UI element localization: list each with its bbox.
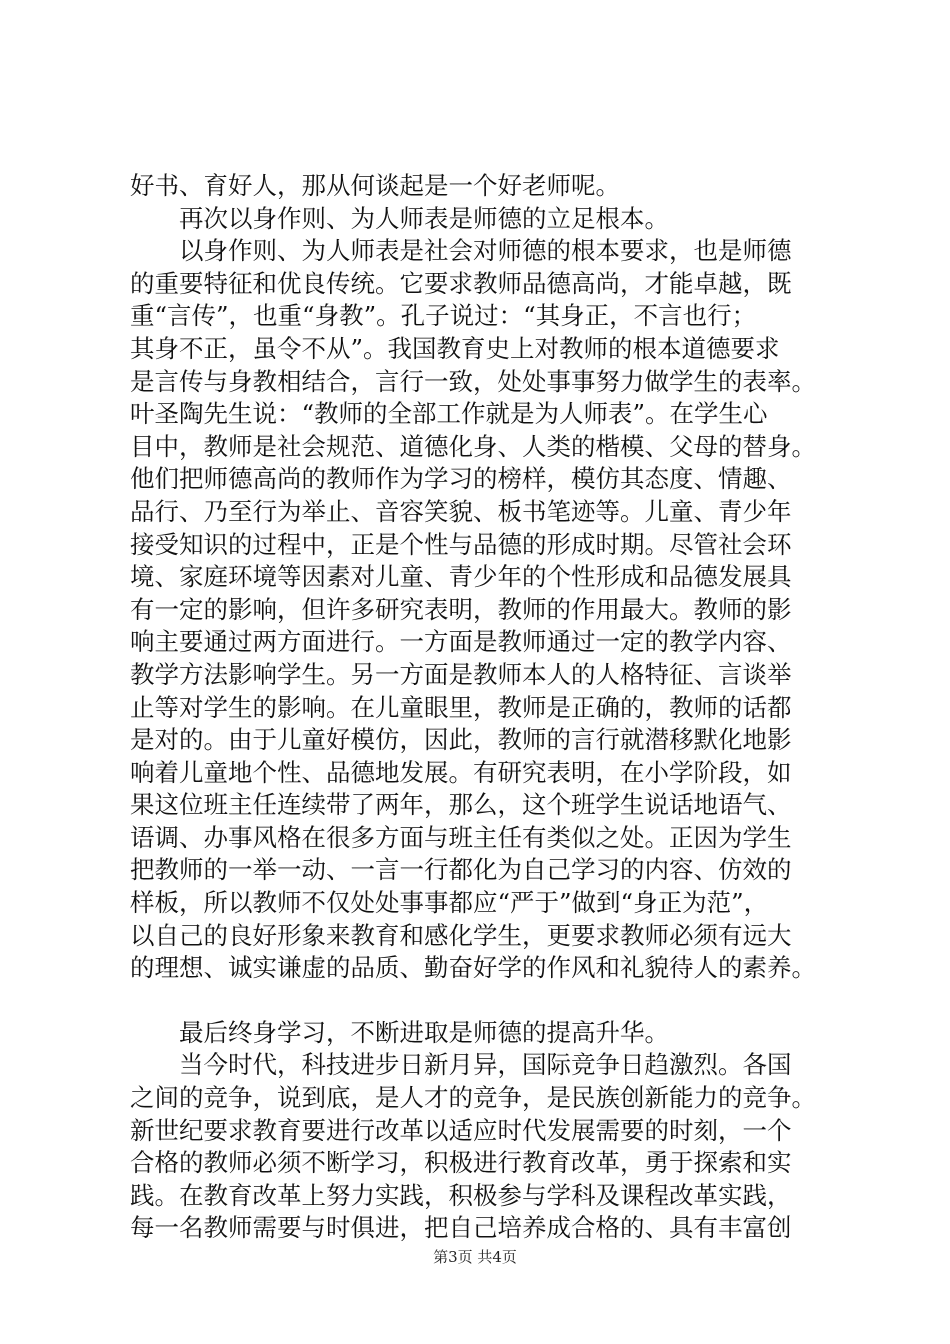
text-line: 样板，所以教师不仅处处事事都应“严于”做到“身正为范”，: [130, 888, 769, 918]
document-body: [130, 170, 850, 1245]
text-line: 好书、育好人，那从何谈起是一个好老师呢。: [130, 171, 620, 200]
text-line: 的重要特征和优良传统。它要求教师品德高尚，才能卓越，既: [130, 268, 792, 298]
page-footer: [0, 1246, 950, 1267]
text-line: 是言传与身教相结合，言行一致，处处事事努力做学生的表率。: [130, 366, 816, 396]
text-line: 再次以身作则、为人师表是师德的立足根本。: [179, 203, 669, 233]
text-line: 把教师的一举一动、一言一行都化为自己学习的内容、仿效的: [130, 855, 792, 885]
text-line: 接受知识的过程中，正是个性与品德的形成时期。尽管社会环: [130, 529, 792, 559]
text-line: 以身作则、为人师表是社会对师德的根本要求，也是师德: [179, 236, 792, 266]
text-line: 目中，教师是社会规范、道德化身、人类的楷模、父母的替身。: [130, 431, 816, 461]
paragraph-lifelong-learning: [130, 1049, 850, 1245]
text-line: 境、家庭环境等因素对儿童、青少年的个性形成和品德发展具: [130, 562, 792, 592]
text-line: 的理想、诚实谦虚的品质、勤奋好学的作风和礼貌待人的素养。: [130, 953, 816, 983]
text-line: 最后终身学习，不断进取是师德的提高升华。: [179, 1017, 669, 1047]
text-line: 品行、乃至行为举止、音容笑貌、板书笔迹等。儿童、青少年: [130, 496, 792, 526]
text-line: 果这位班主任连续带了两年，那么，这个班学生说话地语气、: [130, 790, 792, 820]
paragraph-role-model: [130, 235, 850, 985]
text-line: 语调、办事风格在很多方面与班主任有类似之处。正因为学生: [130, 822, 792, 852]
text-line: 每一名教师需要与时俱进，把自己培养成合格的、具有丰富创: [130, 1213, 792, 1243]
text-line: 是对的。由于儿童好模仿，因此，教师的言行就潜移默化地影: [130, 725, 792, 755]
text-line: 止等对学生的影响。在儿童眼里，教师是正确的，教师的话都: [130, 692, 792, 722]
text-line: 践。在教育改革上努力实践，积极参与学科及课程改革实践，: [130, 1180, 792, 1210]
section-heading-lifelong-learning: [130, 1017, 850, 1050]
text-line: 重“言传”，也重“身教”。孔子说过：“其身正，不言也行；: [130, 301, 757, 331]
text-line: 当今时代，科技进步日新月异，国际竞争日趋激烈。各国: [179, 1050, 792, 1080]
section-heading-role-model: [130, 203, 850, 236]
text-line: 其身不正，虽令不从”。我国教育史上对教师的根本道德要求: [130, 333, 780, 363]
paragraph-spacer: [130, 985, 850, 1017]
text-line: 合格的教师必须不断学习，积极进行教育改革，勇于探索和实: [130, 1148, 792, 1178]
text-line: 叶圣陶先生说：“教师的全部工作就是为人师表”。在学生心: [130, 399, 768, 429]
text-line: 之间的竞争，说到底，是人才的竞争，是民族创新能力的竞争。: [130, 1083, 816, 1113]
text-line: 教学方法影响学生。另一方面是教师本人的人格特征、言谈举: [130, 659, 792, 689]
text-line: 响主要通过两方面进行。一方面是教师通过一定的教学内容、: [130, 627, 792, 657]
text-line: 以自己的良好形象来教育和感化学生，更要求教师必须有远大: [130, 920, 792, 950]
paragraph-intro: [130, 170, 850, 203]
page-number-label: 第3页 共4页: [433, 1248, 517, 1266]
text-line: 新世纪要求教育要进行改革以适应时代发展需要的时刻，一个: [130, 1115, 792, 1145]
text-line: 他们把师德高尚的教师作为学习的榜样，模仿其态度、情趣、: [130, 464, 792, 494]
text-line: 有一定的影响，但许多研究表明，教师的作用最大。教师的影: [130, 594, 792, 624]
text-line: 响着儿童地个性、品德地发展。有研究表明，在小学阶段，如: [130, 757, 792, 787]
